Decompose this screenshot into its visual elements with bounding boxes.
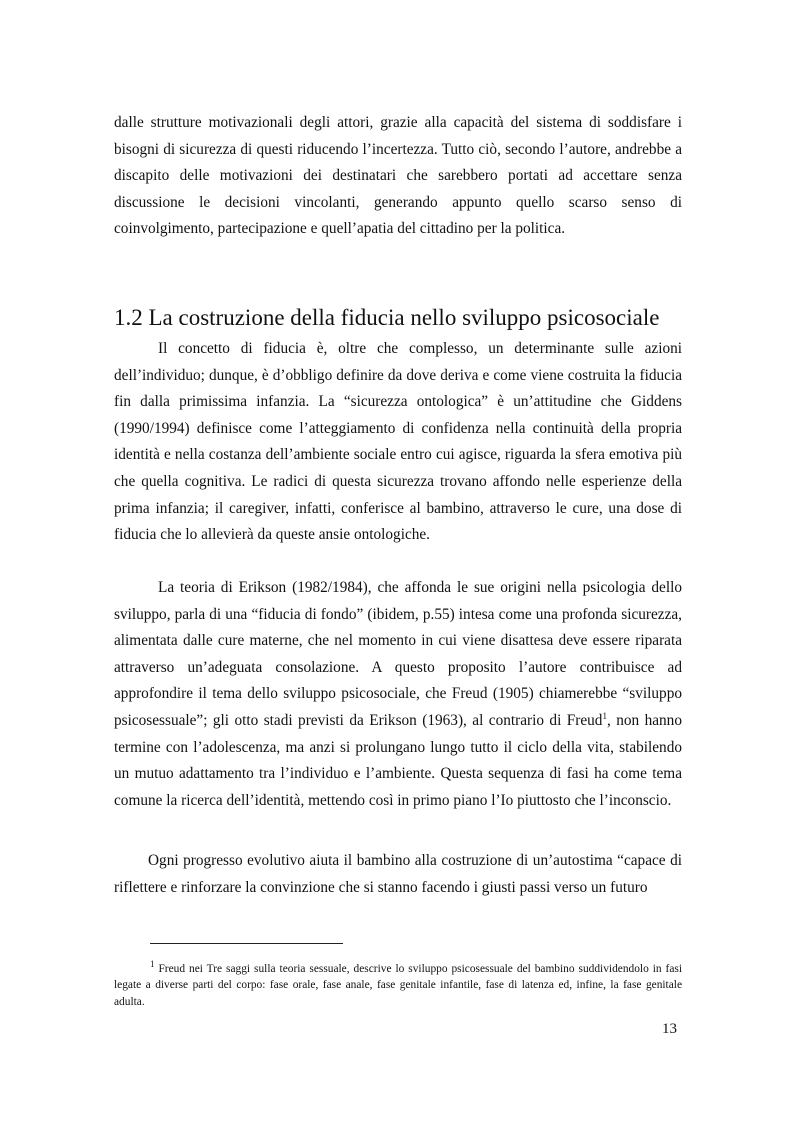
page-number: 13 <box>662 1021 677 1037</box>
section-heading: 1.2 La costruzione della fiducia nello sviluppo psicosociale <box>114 305 660 330</box>
body-paragraph-autostima: Ogni progresso evolutivo aiuta il bambino alla costruzione di un’autostima “capace di riflettere e rinforzare la convinzione che si stanno facendo i giusti passi verso un futuro <box>114 852 682 896</box>
footnote-separator-rule <box>150 943 343 944</box>
footnote-reference-marker: 1 <box>602 710 607 721</box>
body-paragraph-erikson <box>114 575 682 814</box>
footnote-text: Freud nei Tre saggi sulla teoria sessuale, descrive lo sviluppo psicosessuale del bambino suddividendolo in fasi legate a diverse parti del corpo: fase orale, fase anale, fase genitale infantile, fase di latenza ed, infine, la fase genitale adulta. <box>114 963 682 1008</box>
paragraph-text-after-note: , non hanno termine con l’adolescenza, ma anzi si prolungano lungo tutto il ciclo della vita, stabilendo un mutuo adattamento tra l’individuo e l’ambiente. Questa sequenza di fasi ha come tema comune la ricerca dell’identità, mettendo così in primo piano l’Io piuttosto che l’inconscio. <box>114 711 682 809</box>
footnote <box>114 961 682 1010</box>
body-paragraph-fiducia: Il concetto di fiducia è, oltre che complesso, un determinante sulle azioni dell’individuo; dunque, è d’obbligo definire da dove deriva e come viene costruita la fiducia fin dalla primissima infanzia. La “sicurezza ontologica” è un’attitudine che Giddens (1990/1994) definisce come l’atteggiamento di confidenza nella continuità della propria identità e nella costanza dell’ambiente sociale entro cui agisce, riguarda la sfera emotiva più che quella cognitiva. Le radici di questa sicurezza trovano affondo nelle esperienze della prima infanzia; il caregiver, infatti, conferisce al bambino, attraverso le cure, una dose di fiducia che lo allevierà da queste ansie ontologiche. <box>114 340 682 544</box>
body-paragraph-continuation: dalle strutture motivazionali degli attori, grazie alla capacità del sistema di soddisfare i bisogni di sicurezza di questi riducendo l’incertezza. Tutto ciò, secondo l’autore, andrebbe a discapito delle motivazioni dei destinatari che sarebbero portati ad accettare senza discussione le decisioni vincolanti, generando appunto quello scarso senso di coinvolgimento, partecipazione e quell’apatia del cittadino per la politica. <box>114 114 682 238</box>
footnote-marker: 1 <box>150 959 155 970</box>
paragraph-text-before-note: La teoria di Erikson (1982/1984), che affonda le sue origini nella psicologia dello sviluppo, parla di una “fiducia di fondo” (ibidem, p.55) intesa come una profonda sicurezza, alimentata dalle cure materne, che nel momento in cui viene disattesa deve essere riparata attraverso un’adeguata consolazione. A questo proposito l’autore contribuisce ad approfondire il tema dello sviluppo psicosociale, che Freud (1905) chiamerebbe “sviluppo psicosessuale”; gli otto stadi previsti da Erikson (1963), al contrario di Freud <box>114 579 682 729</box>
